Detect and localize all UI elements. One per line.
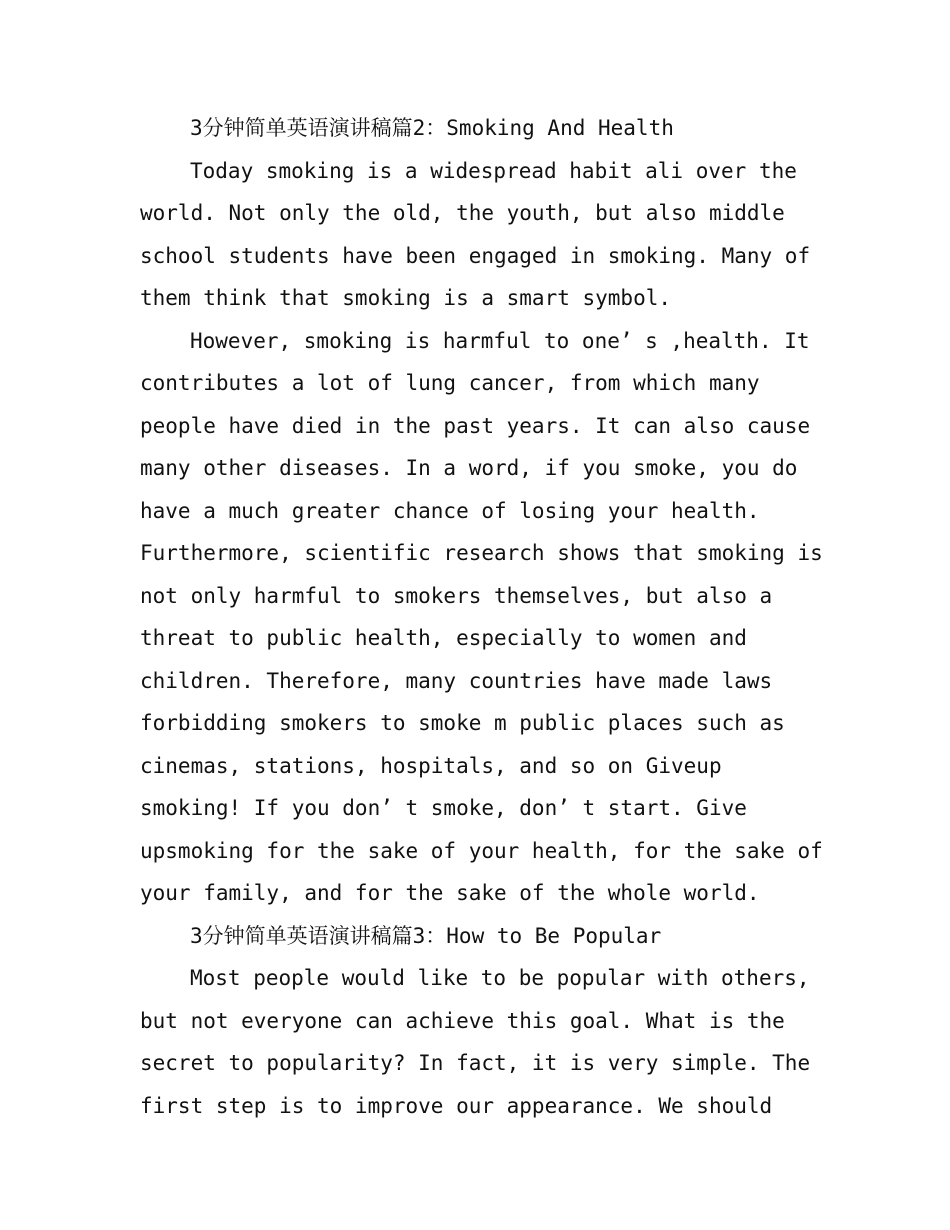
- paragraph-line: cinemas, stations, hospitals, and so on Giveup: [140, 754, 722, 778]
- paragraph-line: not only harmful to smokers themselves, but also a: [140, 584, 773, 608]
- paragraph-line: threat to public health, especially to women and: [140, 626, 747, 650]
- section-heading-2: 3分钟简单英语演讲稿篇2：Smoking And Health: [190, 116, 674, 140]
- paragraph-line: have a much greater chance of losing your health.: [140, 499, 760, 523]
- paragraph-line: many other diseases. In a word, if you smoke, you do: [140, 456, 798, 480]
- paragraph-line: world. Not only the old, the youth, but also middle: [140, 201, 785, 225]
- paragraph-line: children. Therefore, many countries have made laws: [140, 669, 773, 693]
- paragraph-line: Furthermore, scientific research shows that smoking is: [140, 541, 823, 565]
- paragraph-line: school students have been engaged in smoking. Many of: [140, 244, 811, 268]
- paragraph-line: upsmoking for the sake of your health, for the sake of: [140, 839, 823, 863]
- paragraph-line: them think that smoking is a smart symbol.: [140, 286, 672, 310]
- paragraph-line: people have died in the past years. It can also cause: [140, 414, 811, 438]
- paragraph-line: forbidding smokers to smoke m public places such as: [140, 711, 785, 735]
- paragraph-line: but not everyone can achieve this goal. What is the: [140, 1009, 785, 1033]
- paragraph-line: Today smoking is a widespread habit ali over the: [190, 159, 797, 183]
- paragraph-line: Most people would like to be popular with others,: [190, 966, 810, 990]
- paragraph-line: secret to popularity? In fact, it is very simple. The: [140, 1051, 811, 1075]
- paragraph-line: your family, and for the sake of the whole world.: [140, 881, 760, 905]
- paragraph-line: However, smoking is harmful to one’ s ,health. It: [190, 329, 810, 353]
- paragraph-line: smoking! If you don’ t smoke, don’ t start. Give: [140, 796, 747, 820]
- paragraph-line: first step is to improve our appearance. We should: [140, 1094, 773, 1118]
- section-heading-3: 3分钟简单英语演讲稿篇3：How to Be Popular: [190, 924, 662, 948]
- paragraph-line: contributes a lot of lung cancer, from which many: [140, 371, 760, 395]
